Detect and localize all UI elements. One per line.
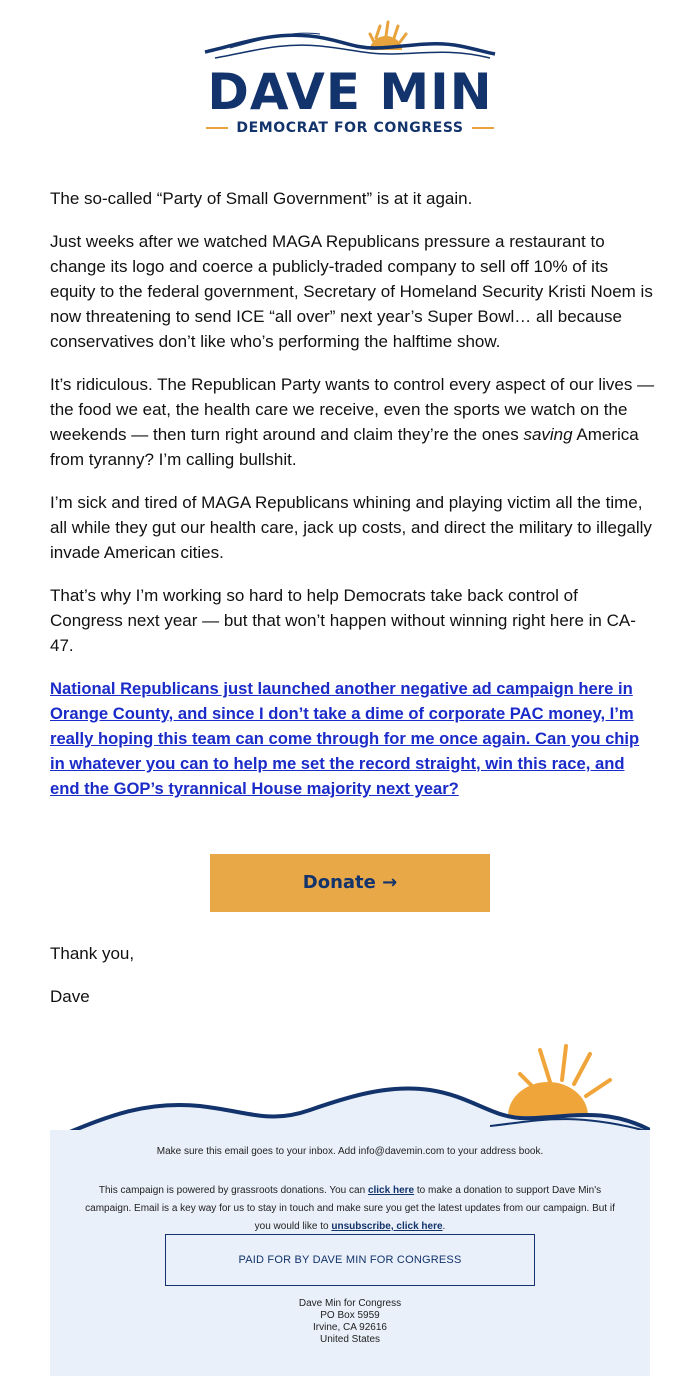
donate-button[interactable]: Donate → (210, 854, 490, 912)
tagline-dash-left (206, 127, 228, 129)
donate-appeal-link[interactable]: National Republicans just launched another negative ad campaign here in Orange County, and since I don’t take a dime of corporate PAC money, I’m really hoping this team can come through for me once again. Can you chip in whatever you can to help me set the record straight, win this race, and end the GOP’s tyrannical House majority next year? (50, 679, 640, 798)
powered-text-c: . (442, 1221, 446, 1232)
tagline-dash-right (472, 127, 494, 129)
brand-tagline (0, 120, 700, 136)
body-paragraph-2: Just weeks after we watched MAGA Republicans pressure a restaurant to change its logo and coerce a publicly-traded company to sell off 10% of its equity to the federal government, Secretary of Homeland Security Kristi Noem is now threatening to send ICE “all over” next year’s Super Bowl… all because conservatives don’t like who’s performing the halftime show. (50, 232, 653, 351)
address-line: Dave Min for Congress (298, 1298, 402, 1309)
address-line: PO Box 5959 (320, 1310, 380, 1321)
signoff-name: Dave (50, 987, 90, 1006)
powered-by-note (78, 1182, 622, 1236)
brand-name: DAVE MIN (207, 63, 493, 121)
donate-click-here-link[interactable]: click here (367, 1185, 415, 1196)
paid-for-box: PAID FOR BY DAVE MIN FOR CONGRESS (165, 1234, 535, 1286)
p3-part-b: America from tyranny? I’m calling bullshit. (50, 425, 639, 469)
unsubscribe-link[interactable]: unsubscribe, click here (331, 1221, 443, 1232)
p3-part-a: It’s ridiculous. The Republican Party wants to control every aspect of our lives — the food we eat, the health care we receive, even the sports we watch on the weekends — then turn right around and claim they’re the ones (50, 375, 655, 444)
body-paragraph-5: That’s why I’m working so hard to help Democrats take back control of Congress next year — but that won’t happen without winning right here in CA-47. (50, 586, 636, 655)
donate-button-wrap (210, 854, 490, 912)
email-body (50, 186, 655, 819)
powered-text-b: to make a donation to support Dave Min's campaign. Email is a key way for us to stay in touch and make sure you get the latest updates from our campaign. But if you would like to (85, 1185, 615, 1232)
powered-text-a: This campaign is powered by grassroots donations. You can (98, 1185, 368, 1196)
address-line: United States (319, 1334, 381, 1345)
brand-tagline-text: DEMOCRAT FOR CONGRESS (236, 120, 464, 136)
email-footer (50, 1130, 650, 1376)
body-paragraph-4: I’m sick and tired of MAGA Republicans whining and playing victim all the time, all while they gut our health care, jack up costs, and direct the military to illegally invade American cities. (50, 493, 652, 562)
inbox-note: Make sure this email goes to your inbox. Add info@davemin.com to your address book. (156, 1146, 544, 1157)
body-paragraph-1: The so-called “Party of Small Government” is at it again. (50, 189, 473, 208)
mailing-address (50, 1298, 650, 1346)
address-line: Irvine, CA 92616 (313, 1322, 387, 1333)
signoff-thanks: Thank you, (50, 944, 135, 963)
p3-emphasis: saving (523, 425, 573, 444)
body-paragraph-3 (50, 372, 655, 472)
email-header (0, 0, 700, 160)
logo-mountain-sun-icon (200, 18, 500, 66)
donate-link-paragraph (50, 676, 655, 801)
